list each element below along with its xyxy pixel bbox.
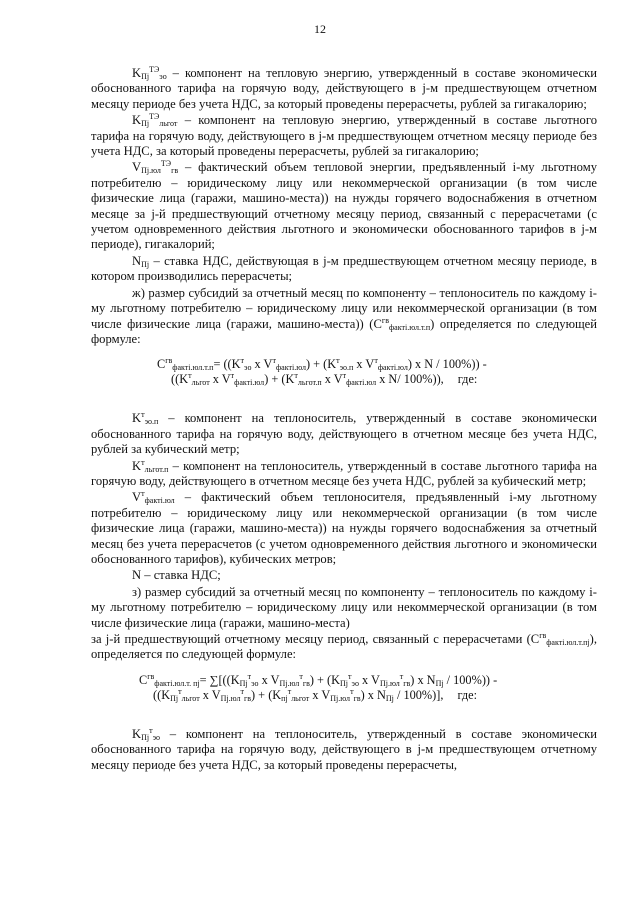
sup-t: т <box>149 725 153 735</box>
paragraph-text: – компонент на теплоноситель, утвержденный в составе экономически обоснованного тарифа на горячую воду, действующего в отчетном месяце без учета НДС, рублей за кубический метр; <box>91 411 597 457</box>
sup-tz: ТЭ <box>149 65 160 74</box>
formula-text: / 100%)], <box>393 687 444 702</box>
formula-text: x V <box>309 687 331 702</box>
sub-gv: гв <box>243 693 252 703</box>
paragraph-text: за j-й предшествующий отчетному месяцу период, связанный с перерасчетами (С <box>91 632 540 646</box>
formula-text: ) + (K <box>305 357 337 372</box>
sup-gv: гв <box>539 631 547 640</box>
paragraph-text: ж) размер субсидий за отчетный месяц по компоненту – теплоноситель по каждому i-му льготному потребителю – юридическому лицу или некоммерческой организации (в том числе физические лица (гаражи, машино-места)) (С <box>91 285 597 331</box>
paragraph-v-t-fakt <box>91 490 597 567</box>
sub-eo: эо <box>152 732 161 742</box>
sub-fakt-tn: факті.юл.т.п <box>388 322 431 332</box>
sub-pj: Пj <box>141 259 150 269</box>
paragraph-v-pj-tz-gv <box>91 160 597 252</box>
sub-fakt-iol: факті.юл <box>144 496 175 506</box>
sub-pj-iol: Пj.юл <box>379 678 400 688</box>
sub-pj-iol: Пj.юл <box>220 693 241 703</box>
sub-eo: эо <box>251 678 259 688</box>
sub-gv: гв <box>171 166 179 176</box>
paragraph-k-pj-tz-lgot <box>91 113 597 159</box>
formula-1 <box>91 357 597 387</box>
formula-text: x V <box>209 372 231 387</box>
formula-text: x V <box>321 372 343 387</box>
formula-1-line-1 <box>91 357 597 372</box>
paragraph-text: – ставка НДС, действующая в j-м предшествующем отчетном месяцу периоде, в котором производились перерасчеты; <box>91 253 597 284</box>
page-number: 12 <box>314 22 326 36</box>
sub-pj: Пj <box>170 693 179 703</box>
sup-t: т <box>294 371 298 381</box>
paragraph-zh <box>91 286 597 348</box>
paragraph-text: – компонент на тепловую энергию, утвержденный в составе экономически обоснованного тарифа на горячую воду, действующего в j-м предшествующем отчетном месяцу периоде без учета НДС, за который проведены перерасчеты, рублей за гигакалорию; <box>91 66 597 111</box>
symbol-k: K <box>132 458 142 473</box>
paragraph-z-cont <box>91 632 597 663</box>
sub-lgot: льгот <box>181 693 200 703</box>
paragraph-text: – компонент на теплоноситель, утвержденный в составе льготного тарифа на горячую воду, действующего в отчетном месяце без учета НДС, рублей за кубический метр; <box>91 458 597 488</box>
formula-text: ((K <box>153 687 171 702</box>
paragraph-text: – фактический объем тепловой энергии, предъявленный i-му льготному потребителю – юридическому лицу или некоммерческой организации (в том числе физические лица (гаражи, машино-места)) на нужды горячего водоснабжения в отчетном месяце за j-й предшествующий отчетному месяцу период, связанный с перерасчетами (с учетом одновременного действия льготного и экономически обоснованного тарифов в j-м периоде), гигакалорий; <box>91 160 597 252</box>
formula-text: x V <box>199 687 221 702</box>
sub-eop: эо.п <box>144 417 159 427</box>
paragraph-k-t-eop <box>91 411 597 457</box>
sup-tz: ТЭ <box>160 159 172 169</box>
sub-eop: эо.п <box>339 363 354 373</box>
sup-t: т <box>230 371 235 381</box>
sub-lgot: льгот <box>291 693 310 703</box>
paragraph-k-pj-tz-eo <box>91 66 597 112</box>
sup-t: т <box>348 671 352 681</box>
sub-fakt-tnj: факті.юл.т.пj <box>546 638 590 647</box>
sup-t: т <box>141 410 145 420</box>
sub-lhs: факті.юл.т. пj <box>154 678 200 688</box>
sub-pj: Пj <box>239 678 248 688</box>
paragraph-text: ), определяется по следующей формуле: <box>91 632 597 662</box>
formula-text: x N/ 100%)), <box>376 372 444 387</box>
sub-lgotp: льгот.п <box>297 378 322 388</box>
sup-t: т <box>287 686 292 696</box>
sub-fakt-iol: факті.юл <box>234 378 265 388</box>
formula-1-line-2 <box>91 372 597 387</box>
symbol-k: K <box>132 726 142 741</box>
formula-text: ) x N <box>360 687 386 702</box>
sup-t: т <box>374 356 378 366</box>
sup-t: т <box>240 356 245 366</box>
paragraph-z: з) размер субсидий за отчетный месяц по компоненту – теплоноситель по каждому i-му льготному потребителю – юридическому лицу или некоммерческой организации (в том числе физические лица (гаражи, машино-места) <box>91 584 597 630</box>
sub-lhs: факті.юл.т.п <box>172 363 214 373</box>
sup-t: т <box>342 371 347 381</box>
sub-pj: Пj <box>141 72 150 81</box>
sup-t: т <box>299 671 303 681</box>
sub-eo: эо <box>244 363 252 373</box>
sub-pj-iol: Пj.юл <box>330 693 351 703</box>
paragraph-text: – компонент на теплоноситель, утвержденный в составе экономически обоснованного тарифа на горячую воду, действующего в j-м предшествующем отчетному месяцу периоде без учета НДС, за который проведены перерасчеты, <box>91 726 597 772</box>
formula-text: x V <box>251 357 273 372</box>
formula-text: ) x N / 100%)) - <box>407 357 487 372</box>
sub-pj-iol: Пj.юл <box>279 678 300 688</box>
sup-t: т <box>188 371 192 381</box>
formula-text: ) + (K <box>264 372 295 387</box>
paragraph-n-pj <box>91 254 597 285</box>
sup-tz: ТЭ <box>149 112 160 122</box>
sub-pj: Пj <box>435 678 444 688</box>
paragraph-text: ) определяется по следующей формуле: <box>91 316 598 346</box>
sup-gv: гв <box>381 315 389 325</box>
symbol-n: N <box>132 253 142 268</box>
sub-eo: эо <box>159 72 167 81</box>
formula-text: ) + (K <box>309 672 341 687</box>
document-body <box>91 66 597 774</box>
formula-where: где: <box>457 687 477 702</box>
formula-2 <box>91 673 597 703</box>
sup-t: т <box>141 489 145 499</box>
formula-text: x V <box>353 357 375 372</box>
formula-text: ) x N <box>410 672 436 687</box>
formula-text: ) + (K <box>251 687 282 702</box>
sub-gv: гв <box>302 678 310 688</box>
sub-gv: гв <box>353 693 361 703</box>
formula-where: где: <box>457 372 478 387</box>
sub-lgotp: льгот.п <box>144 464 169 474</box>
formula-text: x V <box>258 672 280 687</box>
sub-fakt-iol: факті.юл <box>377 363 408 373</box>
formula-text: = ∑[((K <box>199 672 240 687</box>
sub-gv: гв <box>403 678 411 688</box>
formula-2-line-1 <box>91 673 597 688</box>
sub-pj: Пj <box>141 119 150 129</box>
sub-pj-iol: Пj.юл <box>141 166 161 176</box>
sub-fakt-iol: факті.юл <box>275 363 306 373</box>
sup-t: т <box>350 686 354 696</box>
symbol-k: K <box>132 113 142 128</box>
sup-t: т <box>336 356 340 366</box>
formula-text: ((K <box>171 372 189 387</box>
symbol-v: V <box>132 490 142 505</box>
symbol-k: K <box>132 411 142 426</box>
sup-t: т <box>141 457 145 467</box>
sup-t: т <box>272 356 276 366</box>
sub-eo: эо <box>351 678 359 688</box>
paragraph-k-pj-t-eo <box>91 727 597 773</box>
sup-t: т <box>247 671 252 681</box>
sub-pj: Пj <box>385 693 394 703</box>
symbol-v: V <box>132 160 142 175</box>
formula-2-line-2 <box>91 688 597 703</box>
paragraph-text: – фактический объем теплоносителя, предъявленный i-му льготному потребителю – юридическому лицу или некоммерческой организации (в том числе физические лица (гаражи, машино-места)) на нужды горячего водоснабжения за отчетный месяц без учета перерасчетов (с учетом одновременного действия льготного и экономически обоснованного тарифов), кубических метров; <box>91 490 597 566</box>
sup-t: т <box>399 671 404 681</box>
sub-lgot: льгот <box>191 378 210 388</box>
symbol-k: K <box>132 66 142 80</box>
paragraph-n-vat: N – ставка НДС; <box>132 568 221 583</box>
formula-text: x V <box>358 672 380 687</box>
sup-gv: гв <box>165 356 173 366</box>
formula-text: = ((K <box>213 357 241 372</box>
sub-pj-l: пj <box>281 693 288 703</box>
formula-text: / 100%)) - <box>443 672 498 687</box>
sup-t: т <box>240 686 244 696</box>
sub-fakt-iol: факті.юл <box>346 378 377 388</box>
sup-t: т <box>178 686 182 696</box>
paragraph-k-t-lgotp <box>91 459 597 490</box>
symbol-c: С <box>139 672 148 687</box>
sup-gv: гв <box>147 671 155 681</box>
sub-pj: Пj <box>141 732 150 742</box>
symbol-c: С <box>157 357 166 372</box>
sub-lgot: льгот <box>159 119 178 129</box>
paragraph-text: – компонент на тепловую энергию, утвержденный в составе льготного тарифа на горячую воду, действующего в j-м предшествующем отчетном месяцу периоде без учета НДС, за который проведены перерасчеты, рублей за гигакалорию; <box>91 113 597 159</box>
sub-pj: Пj <box>340 678 349 688</box>
